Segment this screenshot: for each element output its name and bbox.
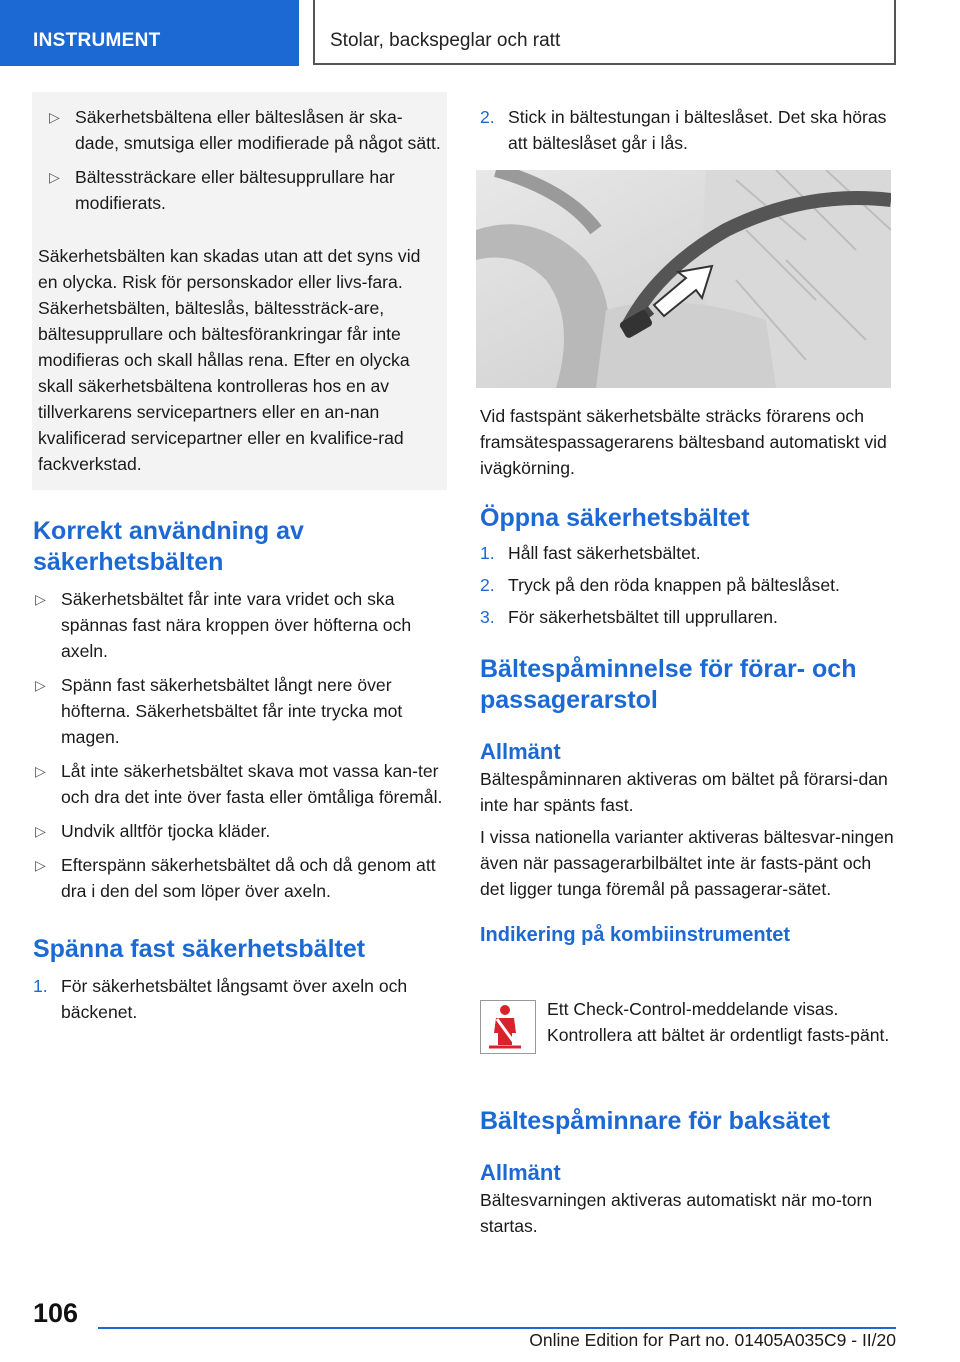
indication-text-block xyxy=(547,996,897,1048)
reminder-front-general-heading: Allmänt xyxy=(480,739,561,764)
warning-text-block xyxy=(38,243,442,477)
reminder-rear-heading: Bältespåminnare för baksätet xyxy=(480,1107,831,1135)
fasten-steps-continued xyxy=(480,104,895,156)
header-chapter-tab xyxy=(313,0,896,65)
warning-item: ▷ Säkerhetsbältena eller bälteslåsen är ska-dade, smutsiga eller modifierade på något sätt. xyxy=(47,104,441,156)
reminder-front-para2: I vissa nationella varianter aktiveras bältesvar-ningen även när passagerarbilbältet inte är fasts-pänt och det ligger tunga föremål på passagerar-sätet. xyxy=(480,827,894,899)
step-item: 3. För säkerhetsbältet till upprullaren. xyxy=(480,607,778,627)
seatbelt-buckle-photo xyxy=(476,170,891,388)
step-item: 2. Tryck på den röda knappen på bälteslåset. xyxy=(480,575,840,595)
step-item: 1. Håll fast säkerhetsbältet. xyxy=(480,543,701,563)
fasten-caption: Vid fastspänt säkerhetsbälte sträcks förarens och framsätespassagerarens bältesband automatiskt vid ivägkörning. xyxy=(480,406,887,478)
triangle-bullet-icon: ▷ xyxy=(35,823,46,839)
fasten-heading: Spänna fast säkerhetsbältet xyxy=(33,935,366,963)
footer-edition: Online Edition for Part no. 01405A035C9 - II/20 xyxy=(529,1330,896,1350)
warning-content xyxy=(47,104,441,224)
reminder-front-section xyxy=(480,654,895,948)
list-item: ▷ Undvik alltför tjocka kläder. xyxy=(33,818,448,844)
step-item: 2. Stick in bältestungan i bälteslåset. Det ska höras att bälteslåset går i lås. xyxy=(480,107,887,153)
open-heading: Öppna säkerhetsbältet xyxy=(480,504,750,532)
page-number: 106 xyxy=(33,1298,79,1328)
correct-use-heading: Korrekt användning av säkerhetsbälten xyxy=(33,517,304,576)
reminder-rear-text: Bältesvarningen aktiveras automatiskt när mo-torn startas. xyxy=(480,1190,873,1236)
reminder-rear-general-heading: Allmänt xyxy=(480,1160,561,1185)
triangle-bullet-icon: ▷ xyxy=(35,677,46,693)
indication-heading: Indikering på kombiinstrumentet xyxy=(480,924,791,946)
fasten-step-2 xyxy=(480,104,895,162)
header-section-tab xyxy=(0,0,299,66)
header-section-label: INSTRUMENT xyxy=(33,30,161,51)
open-section xyxy=(480,503,895,636)
reminder-front-para1: Bältespåminnaren aktiveras om bältet på förarsi-dan inte har spänts fast. xyxy=(480,769,888,815)
fasten-caption-block xyxy=(480,403,898,481)
list-item: ▷ Säkerhetsbältet får inte vara vridet och ska spännas fast nära kroppen över höfterna och axeln. xyxy=(33,586,448,664)
open-steps xyxy=(480,540,895,630)
warning-item: ▷ Bältessträckare eller bältesupprullare har modifierats. xyxy=(47,164,441,216)
footer-divider xyxy=(98,1327,896,1329)
seatbelt-warning-icon xyxy=(480,1000,536,1054)
fasten-steps xyxy=(33,973,448,1025)
triangle-bullet-icon: ▷ xyxy=(35,857,46,873)
warning-text: Säkerhetsbälten kan skadas utan att det syns vid en olycka. Risk för personskador eller livs-fara. Säkerhetsbälten, bälteslås, bältessträck-are, bältesupprullare och bältesförankringar får inte modifieras och skall hållas rena. Efter en olycka skall säkerhetsbältena kontrolleras hos en av tillverkarens servicepartners eller en an-nan kvalificerad servicepartner eller en kvalifice-rad fackverkstad. xyxy=(38,246,421,474)
triangle-bullet-icon: ▷ xyxy=(35,763,46,779)
reminder-front-heading: Bältespåminnelse för förar- och passagerarstol xyxy=(480,655,857,714)
correct-use-list xyxy=(33,586,448,904)
correct-use-section xyxy=(33,516,448,912)
indication-text: Ett Check-Control-meddelande visas. Kontrollera att bältet är ordentligt fasts-pänt. xyxy=(547,999,890,1045)
triangle-bullet-icon: ▷ xyxy=(49,109,60,125)
list-item: ▷ Efterspänn säkerhetsbältet då och då genom att dra i den del som löper över axeln. xyxy=(33,852,448,904)
triangle-bullet-icon: ▷ xyxy=(49,169,60,185)
fasten-section xyxy=(33,934,448,1031)
warning-list xyxy=(47,104,441,216)
list-item: ▷ Spänn fast säkerhetsbältet långt nere över höfterna. Säkerhetsbältet får inte trycka mot magen. xyxy=(33,672,448,750)
header-chapter-label: Stolar, backspeglar och ratt xyxy=(330,30,561,51)
seatbelt-illustration xyxy=(476,170,891,388)
list-item: ▷ Låt inte säkerhetsbältet skava mot vassa kan-ter och dra det inte över fasta eller ömtåliga föremål. xyxy=(33,758,448,810)
triangle-bullet-icon: ▷ xyxy=(35,591,46,607)
step-item: 1. För säkerhetsbältet långsamt över axeln och bäckenet. xyxy=(33,976,408,1022)
seatbelt-warning-glyph xyxy=(481,1001,534,1052)
reminder-rear-section xyxy=(480,1106,895,1239)
